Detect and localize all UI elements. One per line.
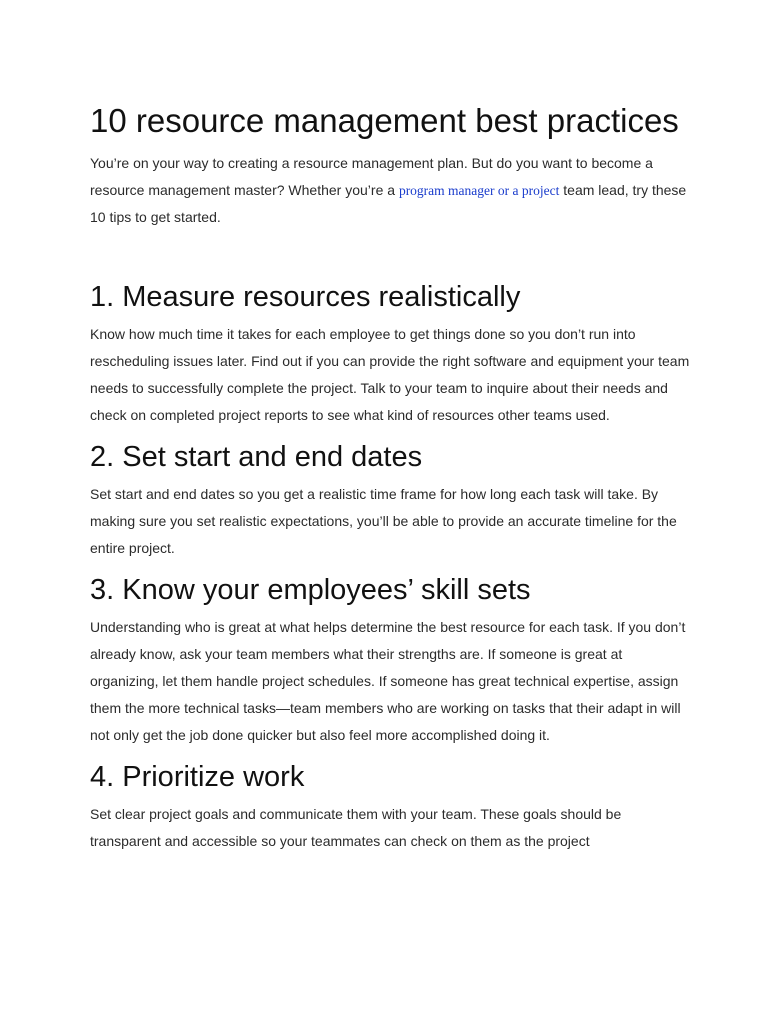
- section-heading-4: 4. Prioritize work: [90, 761, 305, 793]
- section-body-2: Set start and end dates so you get a realistic time frame for how long each task will take. By making sure you set realistic expectations, you’ll be able to provide an accurate timeline for the entire project.: [90, 486, 677, 556]
- section-body-4: Set clear project goals and communicate them with your team. These goals should be transparent and accessible so your teammates can check on them as the project: [90, 806, 622, 849]
- intro-text-after-link: team lead, try these 10 tips to get started.: [90, 182, 687, 225]
- section-body-3: Understanding who is great at what helps determine the best resource for each task. If you don’t already know, ask your team members what their strengths are. If someone is great at organizing, let them handle project schedules. If someone has great technical expertise, assign them the more technical tasks—team members who are working on tasks that their adapt in will not only get the job done quicker but also feel more accomplished doing it.: [90, 619, 686, 743]
- intro-paragraph: [90, 150, 690, 231]
- section-body-1: Know how much time it takes for each employee to get things done so you don’t run into rescheduling issues later. Find out if you can provide the right software and equipment your team needs to successfully complete the project. Talk to your team to inquire about their needs and check on completed project reports to see what kind of resources other teams used.: [90, 326, 690, 423]
- article-title: 10 resource management best practices: [90, 102, 679, 139]
- program-manager-link[interactable]: program manager or a project: [398, 183, 560, 198]
- section-heading-2: 2. Set start and end dates: [90, 441, 423, 473]
- section-heading-1: 1. Measure resources realistically: [90, 281, 521, 313]
- article: [90, 97, 690, 863]
- intro-text-before-link: You’re on your way to creating a resource management plan. But do you want to become a resource management master? Whether you’re a: [90, 155, 653, 198]
- section-heading-3: 3. Know your employees’ skill sets: [90, 574, 531, 606]
